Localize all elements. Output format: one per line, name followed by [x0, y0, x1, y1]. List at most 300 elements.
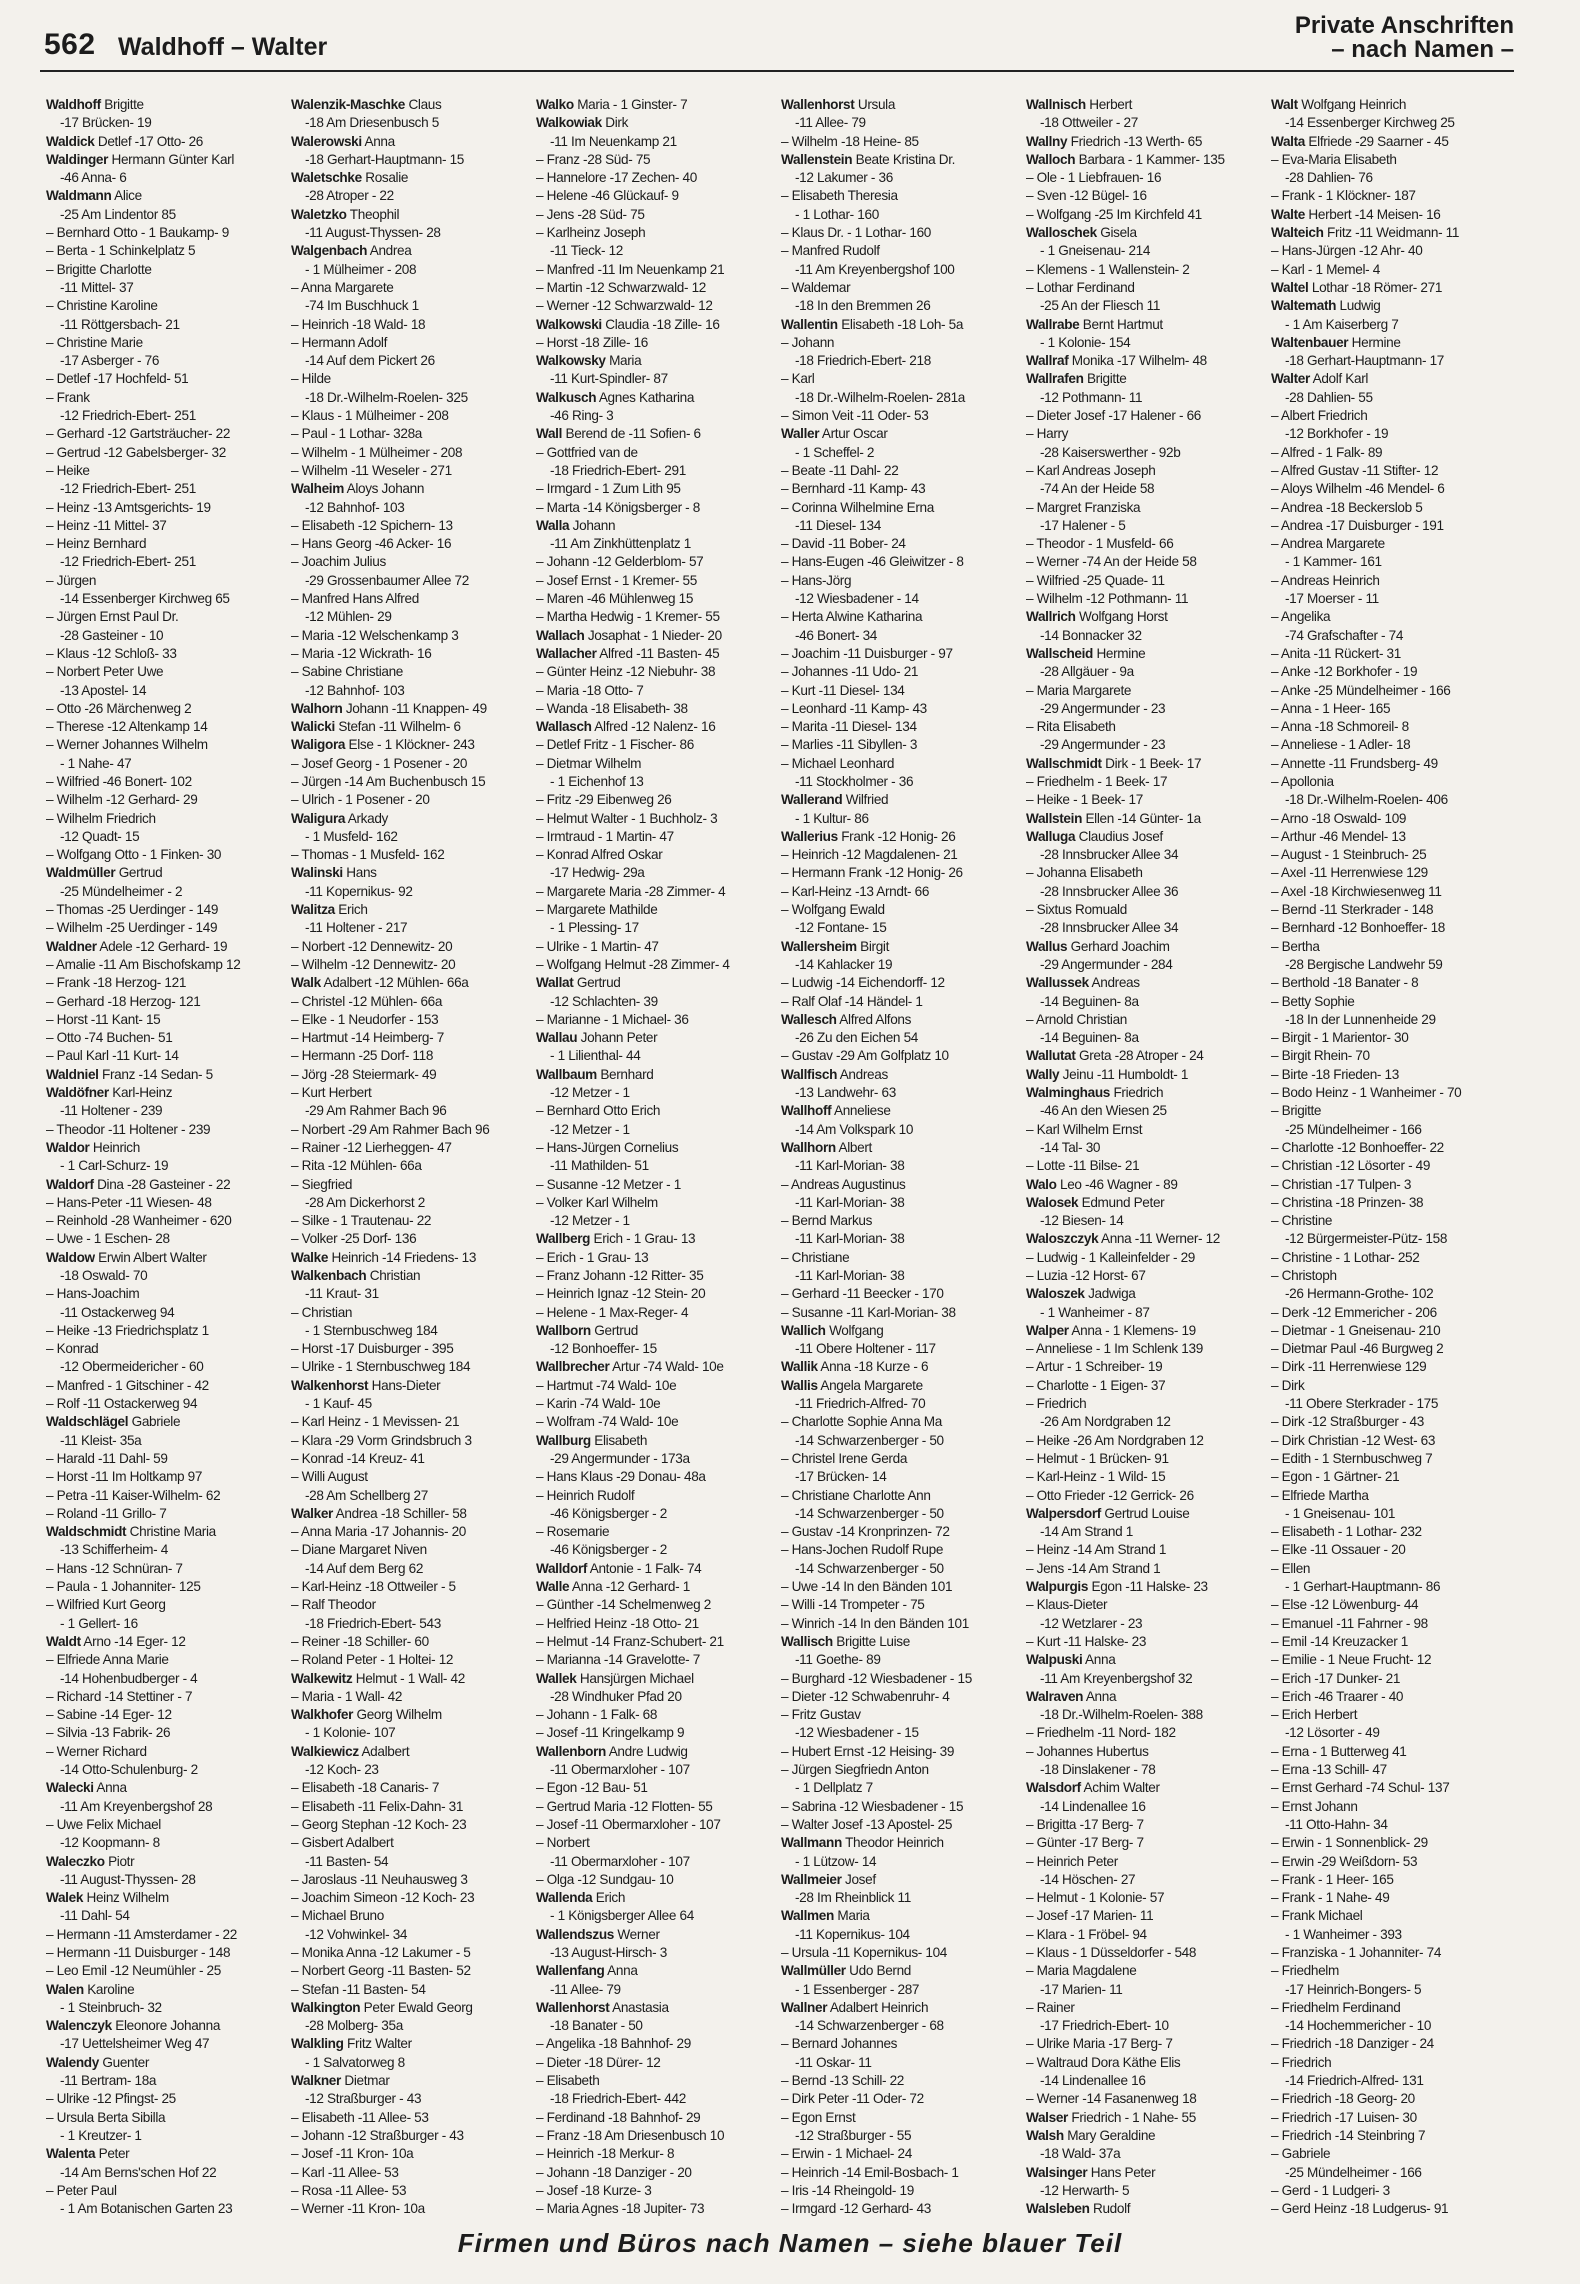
entry-surname: Waldick — [46, 133, 95, 149]
entry-surname: Walper — [1026, 1322, 1069, 1338]
entry-text: – Otto Frieder -12 Gerrick- 26 — [1026, 1487, 1194, 1503]
directory-entry — [46, 169, 285, 187]
directory-entry — [46, 1029, 285, 1047]
entry-text: – Edith - 1 Sternbuschweg 7 — [1271, 1450, 1433, 1466]
entry-text: – Wilhelm -12 Dennewitz- 20 — [291, 956, 456, 972]
entry-text: – Hans-Jochen Rudolf Rupe — [781, 1542, 944, 1558]
entry-text: Adalbert -12 Mühlen- 66a — [320, 975, 469, 991]
directory-entry — [781, 1322, 1020, 1340]
directory-entry — [291, 1487, 530, 1505]
directory-entry — [46, 1962, 285, 1980]
directory-entry — [291, 1139, 530, 1157]
entry-text: – Wolfram -74 Wald- 10e — [536, 1414, 679, 1430]
entry-text: – Fritz Gustav — [781, 1707, 861, 1723]
entry-text: Artur -74 Wald- 10e — [609, 1359, 724, 1375]
entry-text: – Brigitte — [1271, 1103, 1322, 1119]
directory-entry — [536, 1468, 775, 1486]
directory-entry — [46, 2127, 285, 2145]
directory-entry — [1271, 1615, 1510, 1633]
entry-text: Helmut - 1 Wall- 42 — [352, 1670, 465, 1686]
directory-entry — [291, 1981, 530, 1999]
entry-text: – Erna -13 Schill- 47 — [1271, 1762, 1387, 1778]
entry-text: – Marta -14 Königsberger - 8 — [536, 499, 700, 515]
entry-surname: Walsleben — [1026, 2201, 1090, 2216]
directory-entry — [781, 663, 1020, 681]
entry-surname: Wallach — [536, 627, 585, 643]
directory-entry — [1271, 938, 1510, 956]
directory-entry — [1271, 1907, 1510, 1925]
entry-surname: Wallmüller — [781, 1963, 846, 1979]
entry-text: Wolfgang Horst — [1075, 609, 1168, 625]
entry-text: Artur Oscar — [819, 426, 888, 442]
entry-text: – Karl Heinz - 1 Mevissen- 21 — [291, 1414, 460, 1430]
directory-entry — [536, 517, 775, 535]
directory-entry — [536, 2145, 775, 2163]
directory-entry — [1026, 663, 1265, 681]
entry-text: -14 Schwarzenberger - 50 — [795, 1560, 944, 1576]
directory-entry — [46, 1358, 285, 1376]
directory-entry — [46, 1267, 285, 1285]
directory-entry — [1026, 1560, 1265, 1578]
directory-entry — [781, 773, 1020, 791]
entry-text: – Heinz -14 Am Strand 1 — [1026, 1542, 1167, 1558]
entry-text: - 1 Kolonie- 107 — [305, 1725, 396, 1741]
entry-text: – Roland Peter - 1 Holtei- 12 — [291, 1652, 454, 1668]
entry-text: – Hans Klaus -29 Donau- 48a — [536, 1469, 706, 1485]
entry-text: – Angelika — [1271, 609, 1331, 625]
entry-text: -12 Straßburger - 43 — [305, 2091, 422, 2107]
entry-text: – Andreas Heinrich — [1271, 572, 1380, 588]
directory-entry — [781, 1560, 1020, 1578]
entry-text: – Wilhelm -12 Gerhard- 29 — [46, 792, 198, 808]
directory-entry — [291, 187, 530, 205]
entry-text: -14 Beguinen- 8a — [1040, 1030, 1139, 1046]
directory-entry — [536, 993, 775, 1011]
entry-text: Detlef -17 Otto- 26 — [94, 133, 204, 149]
directory-entry — [1026, 1706, 1265, 1724]
entry-text: – Hermann -25 Dorf- 118 — [291, 1048, 434, 1064]
entry-text: – Heinz -13 Amtsgerichts- 19 — [46, 499, 211, 515]
directory-entry — [1026, 370, 1265, 388]
entry-text: – Friedhelm — [1271, 1963, 1339, 1979]
entry-text: -74 Grafschafter - 74 — [1285, 627, 1404, 643]
directory-entry — [1271, 1670, 1510, 1688]
entry-text: - 1 Gneisenau- 101 — [1285, 1505, 1396, 1521]
entry-text: – Hartmut -14 Heimberg- 7 — [291, 1030, 444, 1046]
directory-entry — [781, 1121, 1020, 1139]
directory-entry — [1026, 919, 1265, 937]
entry-text: – Karl - 1 Memel- 4 — [1271, 261, 1380, 277]
entry-surname: Waldschlägel — [46, 1414, 129, 1430]
name-range: Waldhoff – Walter — [118, 33, 328, 61]
entry-text: - 1 Carl-Schurz- 19 — [60, 1158, 169, 1174]
entry-text: – Christel Irene Gerda — [781, 1450, 908, 1466]
entry-text: – Erna - 1 Butterweg 41 — [1271, 1743, 1407, 1759]
entry-text: Christian — [366, 1268, 421, 1283]
entry-text: – Axel -18 Kirchwiesenweg 11 — [1271, 883, 1442, 899]
directory-entry — [781, 187, 1020, 205]
directory-entry — [781, 956, 1020, 974]
entry-text: – Silvia -13 Fabrik- 26 — [46, 1725, 171, 1741]
entry-text: Jadwiga — [1084, 1286, 1136, 1302]
entry-text: – Maria Margarete — [1026, 682, 1132, 698]
directory-entry — [1271, 773, 1510, 791]
directory-entry — [46, 2090, 285, 2108]
entry-text: Antonie - 1 Falk- 74 — [587, 1560, 702, 1576]
directory-entry — [1271, 1779, 1510, 1797]
footer-note: Firmen und Büros nach Namen – siehe blauer Teil — [457, 2228, 1123, 2258]
entry-text: - 1 Wanheimer - 87 — [1040, 1304, 1150, 1320]
entry-text: -11 Karl-Morian- 38 — [795, 1158, 905, 1174]
directory-entry — [46, 1633, 285, 1651]
directory-entry — [46, 1285, 285, 1303]
entry-text: -11 Kurt-Spindler- 87 — [550, 371, 668, 387]
directory-entry — [1026, 1249, 1265, 1267]
directory-entry — [1026, 1029, 1265, 1047]
directory-entry — [291, 645, 530, 663]
directory-entry — [1026, 608, 1265, 626]
entry-surname: Walloschek — [1026, 225, 1097, 241]
entry-text: -12 Metzer - 1 — [550, 1213, 630, 1229]
entry-text: -28 Allgäuer - 9a — [1040, 664, 1134, 680]
entry-text: – Hermann -11 Duisburger - 148 — [46, 1944, 231, 1960]
entry-text: – Axel -11 Herrenwiese 129 — [1271, 865, 1428, 881]
entry-text: Udo Bernd — [845, 1963, 911, 1979]
entry-text: – Otto -26 Märchenweg 2 — [46, 700, 192, 716]
directory-entry — [46, 517, 285, 535]
directory-entry — [1026, 242, 1265, 260]
directory-entry — [291, 1816, 530, 1834]
directory-entry — [536, 1450, 775, 1468]
directory-entry — [1271, 1468, 1510, 1486]
directory-entry — [536, 1944, 775, 1962]
directory-entry — [46, 810, 285, 828]
entry-text: – Maria - 1 Wall- 42 — [291, 1688, 403, 1704]
directory-entry — [536, 1395, 775, 1413]
directory-entry — [46, 1615, 285, 1633]
entry-surname: Wallendszus — [536, 1926, 614, 1942]
entry-text: -14 Otto-Schulenburg- 2 — [60, 1762, 198, 1778]
directory-entry — [1271, 1944, 1510, 1962]
directory-entry — [536, 956, 775, 974]
entry-text: – Heike -26 Am Nordgraben 12 — [1026, 1432, 1204, 1448]
entry-text: -14 Tal- 30 — [1040, 1139, 1101, 1155]
entry-text: – Detlef -17 Hochfeld- 51 — [46, 371, 189, 387]
directory-entry — [291, 1706, 530, 1724]
entry-text: -18 Am Driesenbusch 5 — [305, 115, 439, 131]
entry-text: – Egon -12 Bau- 51 — [536, 1780, 648, 1796]
entry-text: – Michael Bruno — [291, 1908, 384, 1924]
entry-text: Andreas — [837, 1066, 888, 1082]
entry-text: – Karl Wilhelm Ernst — [1026, 1121, 1143, 1137]
directory-entry — [1271, 627, 1510, 645]
directory-entry — [1271, 2200, 1510, 2216]
directory-entry — [1271, 846, 1510, 864]
directory-entry — [46, 1249, 285, 1267]
directory-entry — [291, 2054, 530, 2072]
entry-text: – Maria -12 Welschenkamp 3 — [291, 627, 459, 643]
entry-text: -17 Hedwig- 29a — [550, 865, 645, 881]
entry-surname: Walkington — [291, 1999, 361, 2015]
entry-text: -11 August-Thyssen- 28 — [305, 225, 441, 241]
entry-text: Peter — [95, 2146, 130, 2162]
entry-text: -25 Mündelheimer - 166 — [1285, 1121, 1422, 1137]
entry-text: – Anna - 1 Heer- 165 — [1271, 700, 1391, 716]
directory-entry — [1026, 1487, 1265, 1505]
directory-entry — [1026, 480, 1265, 498]
entry-surname: Waldt — [46, 1633, 81, 1649]
entry-text: -11 Am Zinkhüttenplatz 1 — [550, 536, 691, 552]
entry-text: – Gustav -14 Kronprinzen- 72 — [781, 1524, 950, 1540]
directory-entry — [781, 993, 1020, 1011]
directory-entry — [781, 206, 1020, 224]
directory-entry — [1271, 261, 1510, 279]
entry-text: – Ludwig -14 Eichendorff- 12 — [781, 975, 945, 991]
entry-text: -28 Kaiserswerther - 92b — [1040, 444, 1181, 460]
directory-entry — [46, 956, 285, 974]
entry-surname: Wallenhorst — [781, 97, 855, 112]
entry-surname: Wallek — [536, 1670, 577, 1686]
entry-text: – Christine Karoline — [46, 298, 158, 314]
directory-entry — [781, 151, 1020, 169]
entry-surname: Wallny — [1026, 133, 1068, 149]
directory-entry — [1026, 1596, 1265, 1614]
directory-entry — [291, 224, 530, 242]
directory-entry — [1026, 1633, 1265, 1651]
entry-surname: Wallenstein — [781, 151, 853, 167]
entry-text: – Dirk Peter -11 Oder- 72 — [781, 2091, 924, 2107]
directory-entry — [1026, 1853, 1265, 1871]
directory-entry — [536, 1981, 775, 1999]
directory-entry — [536, 1011, 775, 1029]
directory-entry — [291, 864, 530, 882]
entry-text: -12 Straßburger - 55 — [795, 2127, 912, 2143]
directory-entry — [46, 389, 285, 407]
directory-entry — [46, 1468, 285, 1486]
entry-text: -14 Lindenallee 16 — [1040, 2073, 1146, 2089]
directory-entry — [1026, 279, 1265, 297]
directory-entry — [46, 1413, 285, 1431]
entry-text: Gertrud — [590, 1322, 638, 1338]
entry-surname: Walenta — [46, 2146, 96, 2162]
directory-entry — [781, 352, 1020, 370]
entry-text: – Dieter Josef -17 Halener - 66 — [1026, 408, 1202, 424]
entry-text: -18 Gerhart-Hauptmann- 17 — [1285, 353, 1444, 369]
directory-entry — [291, 791, 530, 809]
entry-text: – Beate -11 Dahl- 22 — [781, 462, 899, 478]
directory-entry — [536, 974, 775, 992]
directory-entry — [1026, 1981, 1265, 1999]
directory-entry — [781, 444, 1020, 462]
entry-text: – Elke - 1 Neudorfer - 153 — [291, 1011, 439, 1027]
entry-text: – Uwe -14 In den Bänden 101 — [781, 1579, 953, 1595]
entry-text: - 1 Wanheimer - 393 — [1285, 1926, 1402, 1942]
entry-text: – Therese -12 Altenkamp 14 — [46, 719, 208, 735]
directory-entry — [1271, 1999, 1510, 2017]
directory-entry — [1271, 1249, 1510, 1267]
directory-entry — [781, 2200, 1020, 2216]
directory-entry — [291, 1066, 530, 1084]
directory-entry — [536, 151, 775, 169]
entry-text: – Harry — [1026, 426, 1069, 442]
directory-entry — [536, 1578, 775, 1596]
entry-text: – Arnold Christian — [1026, 1011, 1127, 1027]
directory-entry — [46, 1706, 285, 1724]
entry-text: – Theodor -11 Holtener - 239 — [46, 1121, 211, 1137]
directory-entry — [291, 1121, 530, 1139]
directory-entry — [781, 1798, 1020, 1816]
entry-text: -11 Kopernikus- 92 — [305, 883, 413, 899]
directory-entry — [781, 2182, 1020, 2200]
entry-text: – Heike — [46, 462, 90, 478]
directory-entry — [291, 1670, 530, 1688]
directory-entry — [46, 499, 285, 517]
entry-text: – Else -12 Löwenburg- 44 — [1271, 1597, 1419, 1613]
entry-surname: Walteich — [1271, 225, 1324, 241]
directory-entry — [536, 535, 775, 553]
entry-surname: Wallenhorst — [536, 1999, 610, 2015]
directory-entry — [781, 1468, 1020, 1486]
entry-text: – Annette -11 Frundsberg- 49 — [1271, 755, 1438, 771]
entry-text: – Waltraud Dora Käthe Elis — [1026, 2054, 1181, 2070]
directory-entry — [1271, 1981, 1510, 1999]
directory-entry — [1271, 1267, 1510, 1285]
directory-entry — [291, 316, 530, 334]
entry-text: -13 Landwehr- 63 — [795, 1085, 896, 1101]
directory-entry — [536, 1541, 775, 1559]
entry-text: – Günter Heinz -12 Niebuhr- 38 — [536, 664, 716, 680]
directory-entry — [1026, 1889, 1265, 1907]
directory-entry — [1026, 2017, 1265, 2035]
entry-text: -14 Auf dem Berg 62 — [305, 1560, 424, 1576]
directory-entry — [781, 736, 1020, 754]
entry-text: – Elisabeth - 1 Lothar- 232 — [1271, 1524, 1422, 1540]
directory-entry — [46, 1176, 285, 1194]
directory-entry — [536, 1816, 775, 1834]
entry-text: -12 Vohwinkel- 34 — [305, 1926, 408, 1942]
entry-text: – Reinhold -28 Wanheimer - 620 — [46, 1213, 232, 1229]
directory-entry — [781, 517, 1020, 535]
entry-text: – Horst -11 Kant- 15 — [46, 1011, 161, 1027]
entry-text: Elisabeth -18 Loh- 5a — [837, 316, 964, 332]
directory-entry — [536, 114, 775, 132]
entry-text: – Friedhelm - 1 Beek- 17 — [1026, 773, 1168, 789]
entry-text: – Heinz Bernhard — [46, 536, 147, 552]
entry-text: – Brigitte Charlotte — [46, 261, 152, 277]
entry-text: Frank -12 Honig- 26 — [837, 828, 956, 844]
entry-surname: Walraven — [1026, 1688, 1084, 1704]
entry-text: – Elisabeth -11 Allee- 53 — [291, 2109, 429, 2125]
entry-text: – Karin -74 Wald- 10e — [536, 1396, 661, 1412]
entry-text: Franz -14 Sedan- 5 — [98, 1066, 213, 1082]
entry-text: – Elisabeth -12 Spichern- 13 — [291, 517, 453, 533]
entry-text: -14 Schwarzenberger - 68 — [795, 2018, 944, 2034]
entry-text: Gertrud — [573, 975, 621, 991]
entry-text: -28 Windhuker Pfad 20 — [550, 1688, 682, 1704]
entry-text: – Frank - 1 Klöckner- 187 — [1271, 188, 1416, 204]
directory-entry — [781, 462, 1020, 480]
directory-entry — [1271, 2164, 1510, 2182]
directory-entry — [536, 499, 775, 517]
directory-entry — [291, 462, 530, 480]
directory-entry — [46, 1651, 285, 1669]
directory-entry — [291, 2127, 530, 2145]
entry-text: – Bernard Johannes — [781, 2036, 898, 2052]
entry-text: – Walter Josef -13 Apostel- 25 — [781, 1816, 953, 1832]
entry-text: - 1 Sternbuschweg 184 — [305, 1322, 438, 1338]
entry-surname: Wallschmidt — [1026, 755, 1102, 771]
directory-entry — [1026, 718, 1265, 736]
entry-surname: Walkiewicz — [291, 1743, 359, 1759]
directory-entry — [1026, 1358, 1265, 1376]
directory-entry — [1271, 1194, 1510, 1212]
directory-entry — [536, 1322, 775, 1340]
entry-text: – Erwin - 1 Sonnenblick- 29 — [1271, 1835, 1428, 1851]
entry-text: -11 Goethe- 89 — [795, 1652, 881, 1668]
directory-entry — [536, 663, 775, 681]
directory-entry — [291, 133, 530, 151]
entry-surname: Wallenfang — [536, 1963, 605, 1979]
entry-text: – Aloys Wilhelm -46 Mendel- 6 — [1271, 481, 1445, 497]
entry-surname: Walldorf — [536, 1560, 588, 1576]
directory-entry — [1271, 1962, 1510, 1980]
directory-entry — [1271, 1029, 1510, 1047]
directory-entry — [536, 1871, 775, 1889]
entry-text: – Klaus -12 Schloß- 33 — [46, 645, 177, 661]
directory-entry — [291, 1468, 530, 1486]
directory-entry — [1271, 1432, 1510, 1450]
entry-text: – Theodor - 1 Musfeld- 66 — [1026, 536, 1174, 552]
entry-text: – Werner -11 Kron- 10a — [291, 2201, 425, 2216]
directory-entry — [1026, 1157, 1265, 1175]
entry-text: – David -11 Bober- 24 — [781, 536, 906, 552]
entry-text: Johann — [569, 517, 616, 533]
directory-entry — [536, 1139, 775, 1157]
directory-entry — [781, 2109, 1020, 2127]
entry-surname: Wallutat — [1026, 1048, 1076, 1064]
directory-entry — [1026, 334, 1265, 352]
entry-text: – Helene - 1 Max-Reger- 4 — [536, 1304, 689, 1320]
entry-text: -18 Friedrich-Ebert- 291 — [550, 462, 686, 478]
directory-entry — [536, 2182, 775, 2200]
directory-entry — [781, 1761, 1020, 1779]
entry-text: Friedrich - 1 Nahe- 55 — [1067, 2109, 1196, 2125]
entry-text: -11 Im Neuenkamp 21 — [550, 133, 677, 149]
entry-text: – Anita -11 Rückert- 31 — [1271, 645, 1401, 661]
directory-column-2 — [291, 96, 536, 2216]
entry-text: – Irmtraud - 1 Martin- 47 — [536, 828, 674, 844]
directory-entry — [46, 791, 285, 809]
page-header — [40, 10, 1514, 72]
directory-entry — [1026, 297, 1265, 315]
entry-text: – Ulrike - 1 Sternbuschweg 184 — [291, 1359, 471, 1375]
entry-text: – Karlheinz Joseph — [536, 225, 646, 241]
entry-text: Elisabeth — [590, 1432, 648, 1448]
directory-entry — [291, 499, 530, 517]
entry-text: -17 Marien- 11 — [1040, 1981, 1123, 1997]
entry-text: – Marianna -14 Gravelotte- 7 — [536, 1652, 700, 1668]
directory-entry — [1026, 1377, 1265, 1395]
entry-text: -11 Stockholmer - 36 — [795, 773, 914, 789]
directory-entry — [1026, 736, 1265, 754]
entry-text: – Eva-Maria Elisabeth — [1271, 151, 1397, 167]
section-title — [1295, 14, 1514, 62]
entry-text: – Hartmut -74 Wald- 10e — [536, 1377, 677, 1393]
entry-text: – Betty Sophie — [1271, 993, 1355, 1009]
entry-text: -12 Wiesbadener - 14 — [795, 591, 919, 607]
entry-text: – Christina -18 Prinzen- 38 — [1271, 1194, 1424, 1210]
directory-entry — [781, 499, 1020, 517]
